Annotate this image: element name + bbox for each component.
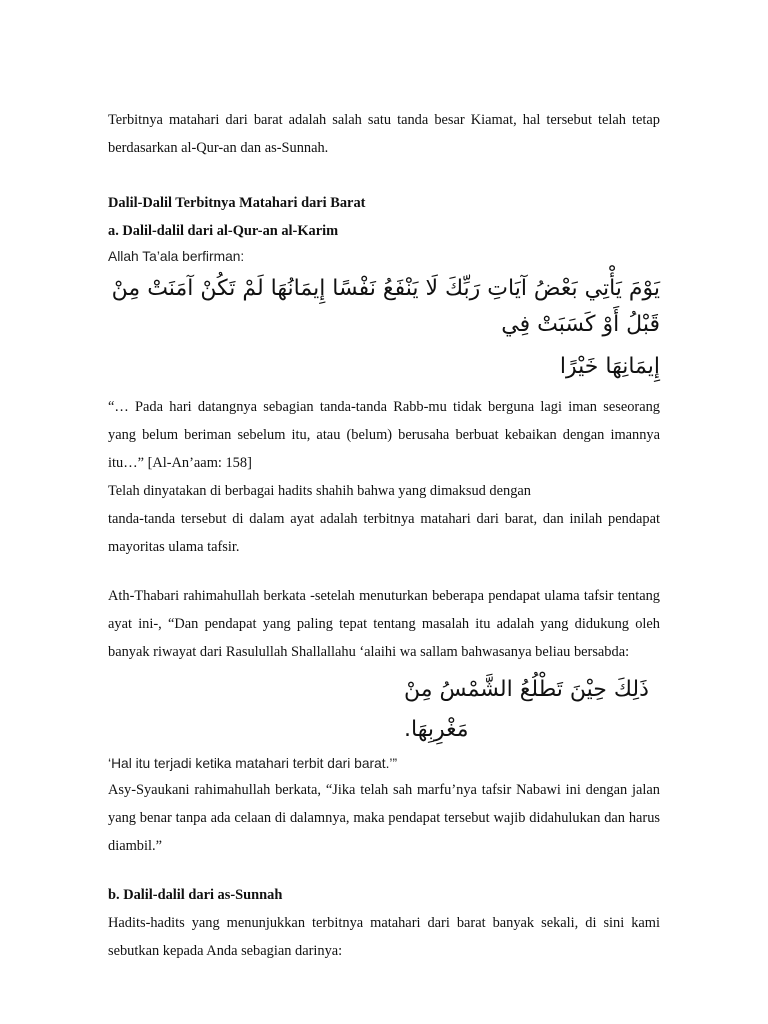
section-a-heading: a. Dalil-dalil dari al-Qur-an al-Karim — [108, 223, 339, 239]
arabic-verse-line-2: إِيمَانِهَا خَيْرًا — [559, 354, 660, 379]
spacer — [108, 162, 660, 181]
spacer — [108, 860, 660, 881]
hadith-statement-line-2: tanda-tanda tersebut di dalam ayat adalah terbitnya matahari dari barat, dan inilah pendapat mayoritas ulama tafsir. — [108, 511, 660, 555]
document-page — [108, 106, 660, 965]
main-heading: Dalil-Dalil Terbitnya Matahari dari Barat — [108, 195, 366, 211]
arabic-verse-line-1: يَوْمَ يَأْتِي بَعْضُ آيَاتِ رَبِّكَ لَا يَنْفَعُ نَفْسًا إِيمَانُهَا لَمْ تَكُنْ آمَنَتْ مِنْ قَبْلُ أَوْ كَسَبَتْ فِي — [111, 276, 660, 337]
thabari-paragraph: Ath-Thabari rahimahullah berkata -setelah menuturkan beberapa pendapat ulama tafsir tentang ayat ini-, “Dan pendapat yang paling tepat tentang masalah itu adalah yang didukung oleh banyak riwayat dari Rasulullah Shallallahu ‘alaihi wa sallam bahwasanya beliau bersabda: — [108, 588, 660, 660]
arabic-hadith: ذَلِكَ حِيْنَ تَطْلُعُ الشَّمْسُ مِنْ مَغْرِبِهَا. — [404, 677, 649, 742]
syaukani-paragraph: Asy-Syaukani rahimahullah berkata, “Jika telah sah marfu’nya tafsir Nabawi ini dengan jalan yang benar tanpa ada celaan di dalamnya, maka pendapat tersebut wajib didahulukan dan harus diambil.” — [108, 782, 660, 854]
hadith-translation: ‘Hal itu terjadi ketika matahari terbit dari barat.’” — [108, 756, 398, 771]
section-b-heading: b. Dalil-dalil dari as-Sunnah — [108, 887, 283, 903]
intro-paragraph: Terbitnya matahari dari barat adalah salah satu tanda besar Kiamat, hal tersebut telah tetap berdasarkan al-Qur-an dan as-Sunnah. — [108, 112, 660, 156]
sunnah-intro-paragraph: Hadits-hadits yang menunjukkan terbitnya matahari dari barat banyak sekali, di sini kami sebutkan kepada Anda sebagian darinya: — [108, 915, 660, 959]
allah-berfirman-text: Allah Ta’ala berfirman: — [108, 249, 245, 264]
verse-translation: “… Pada hari datangnya sebagian tanda-tanda Rabb-mu tidak berguna lagi iman seseorang yang belum beriman sebelum itu, atau (belum) berusaha berbuat kebaikan dengan imannya itu…” [Al-An’aam: 158] — [108, 399, 660, 471]
spacer — [108, 561, 660, 582]
hadith-statement-line-1: Telah dinyatakan di berbagai hadits shahih bahwa yang dimaksud dengan — [108, 483, 531, 499]
